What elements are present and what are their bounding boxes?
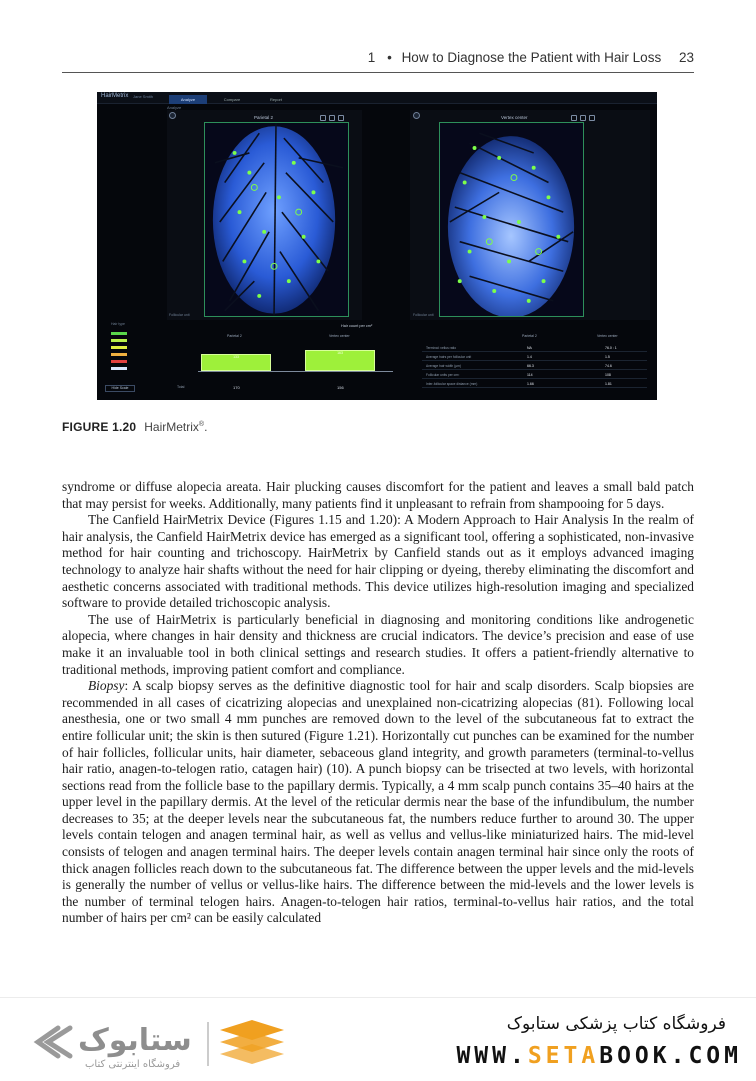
app-logo: HairMetrix xyxy=(101,93,129,99)
legend-swatch xyxy=(111,367,127,370)
save-icon xyxy=(589,115,595,121)
tab-report: Report xyxy=(269,97,282,102)
sub-label: Analyze xyxy=(167,105,182,110)
row-label: Average hair width (µm) xyxy=(426,364,462,368)
row-label: Inter-follicular space distance (mm) xyxy=(426,382,478,386)
chapter-number: 1 xyxy=(367,50,376,65)
page-number: 23 xyxy=(678,50,694,65)
right-scalp-image xyxy=(439,122,584,317)
legend-swatch xyxy=(111,360,127,363)
table-row xyxy=(422,362,647,370)
table-row xyxy=(422,380,647,388)
right-bottom-text: Follicular unit xyxy=(413,313,434,317)
chart-axis xyxy=(198,371,393,372)
footer-url xyxy=(456,1043,742,1069)
row-value-2: 1.5 xyxy=(605,355,610,359)
row-value-2: 1.81 xyxy=(605,382,612,386)
row-label: Follicular units per cm² xyxy=(426,373,460,377)
legend-swatch xyxy=(111,339,127,342)
paragraph: syndrome or diffuse alopecia areata. Hair plucking causes discomfort for the patient and leaves a small bald patch that may persist for weeks. Additionally, many patients find it unpleasant to refrain from shampooing for 5 days. xyxy=(62,479,694,511)
logo-text: ستابوک xyxy=(78,1023,192,1058)
paragraph xyxy=(62,678,694,927)
paragraph: The use of HairMetrix is particularly beneficial in diagnosing and monitoring conditions like androgenetic alopecia, where changes in hair density and thickness are crucial indicators. The device’s precision and ease of use make it an invaluable tool in both clinical settings and research studies. It offers a patient-friendly alternative to traditional methods, improving patient comfort and compliance. xyxy=(62,611,694,677)
running-header xyxy=(62,50,694,73)
header-bullet: • xyxy=(387,50,392,65)
legend-label: Hair type xyxy=(111,322,126,326)
url-highlight: SETA xyxy=(527,1043,600,1069)
table-row xyxy=(422,344,647,352)
row-label: Terminal: vellus ratio xyxy=(426,346,457,350)
left-image-title: Parietal 2 xyxy=(254,115,274,120)
bar1-value: 133 xyxy=(233,355,239,359)
row-value-2: 76.0 : 1 xyxy=(605,346,617,350)
table-col2: Vertex center xyxy=(597,334,618,338)
prev-icon xyxy=(413,112,420,119)
url-pre: WWW. xyxy=(456,1043,528,1069)
legend-swatch xyxy=(111,353,127,356)
table-row xyxy=(422,371,647,379)
biopsy-term: Biopsy xyxy=(88,678,125,694)
bar1-count: 170 xyxy=(233,385,240,390)
table-row xyxy=(422,353,647,361)
foot-label: Total xyxy=(177,385,185,389)
hair-type-legend xyxy=(107,322,137,392)
caption-label: FIGURE 1.20 xyxy=(62,420,137,434)
row-value-1: NA xyxy=(527,346,532,350)
bar2-value: 163 xyxy=(337,351,343,355)
hairmetrix-screenshot xyxy=(97,92,657,400)
chart-col2: Vertex center xyxy=(329,334,350,338)
camera-icon xyxy=(580,115,586,121)
logo-subtext: فروشگاه اینترنتی کتاب xyxy=(85,1059,181,1070)
left-bottom-text: Follicular unit xyxy=(169,313,190,317)
paragraph-text: : A scalp biopsy serves as the definitive diagnostic tool for hair and scalp disorders. Scalp biopsies are recommended in all cases of cicatrizing alopecias and unexplained non-cicatrizing alopecias (81). Following local anesthesia, one or two small 4 mm punches are removed down to the level of the subcutaneous fat to extract the entire follicular unit; the skin is then sutured (Figure 1.21). Horizontally cut punches can be examined for the number of hair follicles, follicular units, hair diameter, sebaceous gland integrity, and growth parameters (terminal-to-vellus hair ratio, anagen-to-telogen ratio, catagen hair) (10). A punch biopsy can be trisected at two levels, with horizontal sections read from the follicle base to the papillary dermis. Typically, a 4 mm scalp punch contains 35–40 hairs at the upper level in the papillary dermis. At the level of the reticular dermis near the base of the infundibulum, the number decreases to 35; at the deeper levels near the subcutaneous fat, the numbers reduce further to around 30. The upper levels contain telogen and anagen terminal hair, as well as vellus and vellus-like miniaturized hairs. The mid-level consists of telogen and anagen terminal hairs. The deeper levels contain anagen terminal hair since only the roots of thick anagen follicles reach down to the subcutaneous fat. The difference between the upper levels and the mid-levels is generally the number of vellus or vellus-like hairs. The difference between the mid-levels and the lower levels is the number of terminal telogen hairs. Anagen-to-telogen hair ratios, terminal-to-vellus hair ratios, and the total number of hairs per cm² can be easily calculated xyxy=(62,678,694,926)
url-post: BOOK.COM xyxy=(599,1043,742,1069)
setabook-logo xyxy=(30,1016,290,1071)
app-user: Jane Smith xyxy=(133,94,154,99)
right-image-title: Vertex center xyxy=(501,115,528,120)
bar2-count: 156 xyxy=(337,385,344,390)
table-col1: Parietal 2 xyxy=(522,334,537,338)
tab-compare: Compare xyxy=(223,97,241,102)
row-label: Average hairs per follicular unit xyxy=(426,355,472,359)
chapter-title: How to Diagnose the Patient with Hair Loss xyxy=(401,50,662,65)
chart-col1: Parietal 2 xyxy=(227,334,242,338)
app-topbar xyxy=(97,92,657,104)
caption-title: HairMetrix xyxy=(144,420,199,434)
row-value-1: 1.4 xyxy=(527,355,532,359)
caption-dot: . xyxy=(204,420,208,434)
watermark-footer xyxy=(0,997,756,1081)
row-value-1: 114 xyxy=(527,373,533,377)
row-value-2: 108 xyxy=(605,373,611,377)
body-text xyxy=(62,479,694,927)
left-scalp-image xyxy=(204,122,349,317)
chart-title: Hair count per cm² xyxy=(341,324,373,328)
figure-caption xyxy=(62,420,207,434)
legend-swatch xyxy=(111,346,127,349)
edit-icon xyxy=(571,115,577,121)
registered-mark: ® xyxy=(198,421,205,428)
row-value-1: 66.3 xyxy=(527,364,534,368)
hide-scale-button: Hide Scale xyxy=(105,385,135,392)
caption-text xyxy=(144,420,207,434)
row-value-2: 74.6 xyxy=(605,364,612,368)
tab-analyze: Analyze xyxy=(169,95,207,104)
edit-icon xyxy=(320,115,326,121)
camera-icon xyxy=(329,115,335,121)
prev-icon xyxy=(169,112,176,119)
footer-persian-title: فروشگاه کتاب پزشکی ستابوک xyxy=(506,1014,726,1034)
row-value-1: 1.66 xyxy=(527,382,534,386)
paragraph: The Canfield HairMetrix Device (Figures 1.15 and 1.20): A Modern Approach to Hair Analysis In the realm of hair analysis, the Canfield HairMetrix device has emerged as a significant tool, offering a sophisticated, non-invasive method for hair counting and trichoscopy. HairMetrix by Canfield stands out as it employs advanced imaging technology to analyze hair shafts without the need for hair clipping or dyeing, thereby eliminating the discomfort and aesthetic concerns associated with traditional methods. This device utilizes high-resolution imaging and specialized software to provide detailed trichoscopic analysis. xyxy=(62,512,694,611)
legend-swatch xyxy=(111,332,127,335)
save-icon xyxy=(338,115,344,121)
